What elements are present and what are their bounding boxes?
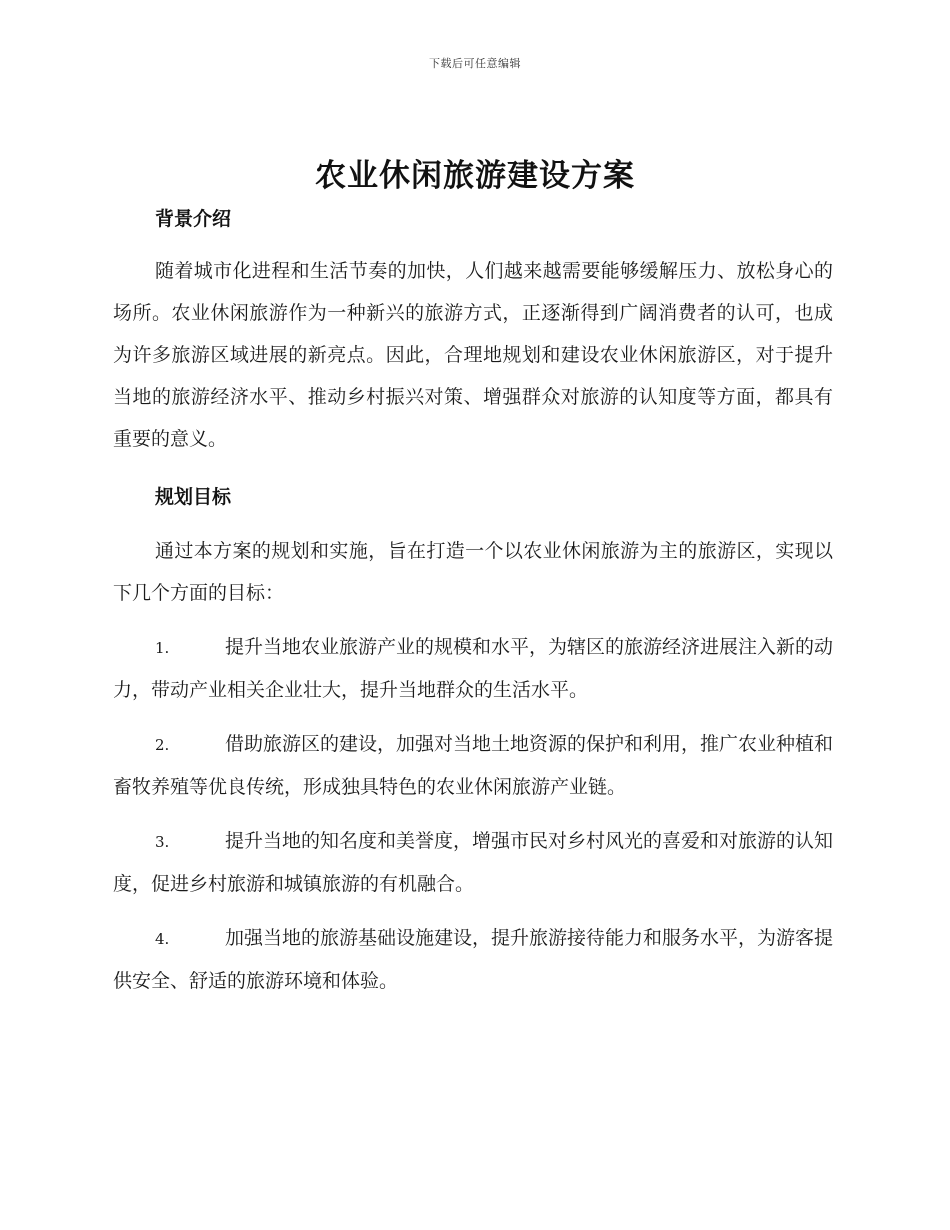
goals-intro-paragraph: 通过本方案的规划和实施，旨在打造一个以农业休闲旅游为主的旅游区，实现以下几个方面的目标： [113, 540, 833, 604]
goal-list-item [113, 917, 833, 1002]
goal-number: 3. [155, 833, 170, 851]
goal-list-item [113, 723, 833, 808]
goal-number: 2. [155, 736, 170, 754]
section-heading-background: 背景介绍 [155, 208, 232, 230]
goal-text: 提升当地农业旅游产业的规模和水平，为辖区的旅游经济进展注入新的动力，带动产业相关企业壮大，提升当地群众的生活水平。 [113, 636, 834, 701]
goal-text: 加强当地的旅游基础设施建设，提升旅游接待能力和服务水平，为游客提供安全、舒适的旅游环境和体验。 [113, 927, 834, 992]
document-body [113, 198, 833, 1002]
goal-list-item [113, 626, 833, 711]
goal-text: 借助旅游区的建设，加强对当地土地资源的保护和利用，推广农业种植和畜牧养殖等优良传统，形成独具特色的农业休闲旅游产业链。 [113, 733, 834, 798]
document-title: 农业休闲旅游建设方案 [315, 158, 635, 194]
goal-number: 1. [155, 639, 170, 657]
goal-text: 提升当地的知名度和美誉度，增强市民对乡村风光的喜爱和对旅游的认知度，促进乡村旅游和城镇旅游的有机融合。 [113, 830, 834, 895]
goal-list-item [113, 820, 833, 905]
goal-number: 4. [155, 930, 170, 948]
page-header: 下载后可任意编辑 [429, 57, 521, 70]
background-paragraph: 随着城市化进程和生活节奏的加快，人们越来越需要能够缓解压力、放松身心的场所。农业休闲旅游作为一种新兴的旅游方式，正逐渐得到广阔消费者的认可，也成为许多旅游区域进展的新亮点。因此，合理地规划和建设农业休闲旅游区，对于提升当地的旅游经济水平、推动乡村振兴对策、增强群众对旅游的认知度等方面，都具有重要的意义。 [113, 260, 833, 450]
section-heading-goals: 规划目标 [155, 486, 232, 508]
